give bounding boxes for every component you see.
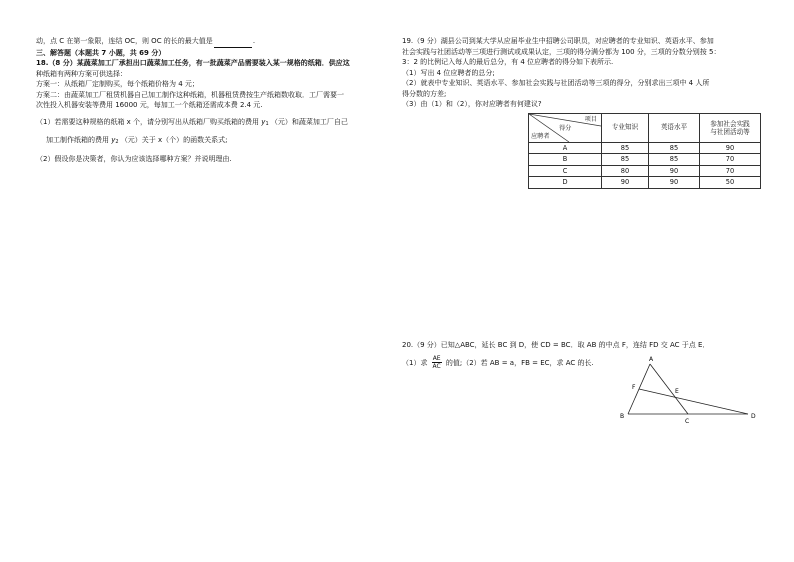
q20-part1-pre: （1）求 [402, 358, 428, 367]
cell-value: 70 [700, 165, 761, 177]
q18-part2: （2）假设你是决策者，你认为应该选择哪种方案？并说明理由. [36, 154, 232, 163]
diagonal-header-cell [529, 113, 602, 142]
q18-line-1: 18.（8 分）某蔬菜加工厂承担出口蔬菜加工任务，有一批蔬菜产品需要装入某一规格的纸箱．供应这 [36, 59, 350, 67]
diag-label-item: 项目 [584, 115, 597, 123]
q20-part1-post: 的值;（2）若 AB = a，FB = EC，求 AC 的长. [445, 358, 594, 367]
q17-tail-end: . [252, 37, 256, 45]
cell-value: 90 [649, 165, 700, 177]
y1-subscript: 1 [265, 120, 269, 127]
section-heading: 三、解答题（本题共 7 小题，共 69 分） [36, 48, 166, 57]
q19-line-2: 社会实践与社团活动等三项进行测试或成果认定，三项的得分满分都为 100 分，三项的分数分别按 5： [402, 47, 721, 56]
row-name: D [529, 177, 602, 189]
q19-line-3: 3：2 的比例记入每人的最后总分，有 4 位应聘者的得分如下表所示. [402, 58, 614, 66]
segment-fd [639, 389, 748, 414]
label-a: A [649, 356, 654, 363]
cell-value: 85 [649, 154, 700, 166]
cell-value: 90 [602, 177, 649, 189]
cell-value: 85 [649, 142, 700, 154]
cell-value: 80 [602, 165, 649, 177]
q17-tail-text: 动，点 C 在第一象限，连结 OC，则 OC 的长的最大值是 [36, 37, 213, 45]
label-e: E [675, 388, 679, 395]
q19-line-1: 19.（9 分）湖县公司到某大学从应届毕业生中招聘公司职员，对应聘者的专业知识、英语水平、参加 [402, 37, 714, 45]
q18-part1-text-b: 加工制作纸箱的费用 [46, 136, 109, 144]
label-f: F [632, 384, 636, 391]
q18-part1-text-a: （1）若需要这种规格的纸箱 x 个，请分别写出从纸箱厂购买纸箱的费用 [36, 117, 260, 126]
q18-line-4: 方案二：由蔬菜加工厂租赁机器自己加工制作这种纸箱，机器租赁费按生产纸箱数收取．工厂需要一 [36, 90, 344, 99]
cell-value: 90 [700, 142, 761, 154]
q18-line-3: 方案一：从纸箱厂定制购买，每个纸箱价格为 4 元； [36, 80, 199, 88]
cell-value: 50 [700, 177, 761, 189]
cell-value: 85 [602, 142, 649, 154]
table-row [529, 165, 761, 177]
row-name: C [529, 165, 602, 177]
header-english: 英语水平 [649, 113, 700, 142]
cell-value: 70 [700, 154, 761, 166]
y1-symbol: y [261, 117, 266, 126]
q18-part1-line-b [36, 135, 386, 148]
q19-part3: （3）由（1）和（2），你对应聘者有何建议? [402, 100, 542, 108]
y2-symbol: y [111, 136, 116, 144]
label-c: C [685, 418, 690, 425]
table-row [529, 154, 761, 166]
table-row [529, 177, 761, 189]
triangle-figure [612, 352, 762, 428]
segment-ac [650, 364, 688, 414]
right-column [402, 36, 767, 189]
diag-label-score: 得分 [559, 124, 572, 132]
fraction-numerator: AE [432, 355, 441, 362]
q19-part2-line-2: 得分数的方差; [402, 89, 447, 98]
header-knowledge: 专业知识 [602, 113, 649, 142]
diag-label-applicant: 应聘者 [531, 132, 550, 140]
label-d: D [751, 413, 756, 420]
label-b: B [620, 413, 625, 420]
q17-tail-line [36, 36, 386, 48]
q18-part1-text-a-end: （元）和蔬菜加工厂自己 [270, 117, 348, 126]
table-row [529, 142, 761, 154]
q20-stem: 20.（9 分）已知△ABC，延长 BC 到 D，使 CD = BC．取 AB 的中点 F，连结 FD 交 AC 于点 E． [402, 341, 710, 349]
answer-blank [214, 36, 252, 48]
q18-part1-text-b-end: （元）关于 x（个）的函数关系式; [120, 136, 228, 144]
table-header-row [529, 113, 761, 142]
fraction-denominator: AC [432, 363, 441, 370]
row-name: B [529, 154, 602, 166]
q19-part2-line-1: （2）就表中专业知识、英语水平、参加社会实践与社团活动等三项的得分，分别求出三项中 4 人所 [402, 79, 710, 87]
y2-subscript: 2 [115, 139, 119, 145]
row-name: A [529, 142, 602, 154]
header-practice: 参加社会实践 与社团活动等 [700, 113, 761, 142]
cell-value: 85 [602, 154, 649, 166]
left-column [36, 36, 386, 164]
score-table [528, 113, 761, 189]
q19-part1: （1）写出 4 位应聘者的总分; [402, 68, 495, 77]
q18-line-2: 种纸箱有两种方案可供选择： [36, 69, 127, 78]
q18-part1-line-a [36, 117, 386, 130]
q18-line-5: 次性投入机器安装等费用 16000 元，每加工一个纸箱还需成本费 2.4 元. [36, 101, 263, 109]
fraction-ae-ac [432, 355, 442, 370]
cell-value: 90 [649, 177, 700, 189]
